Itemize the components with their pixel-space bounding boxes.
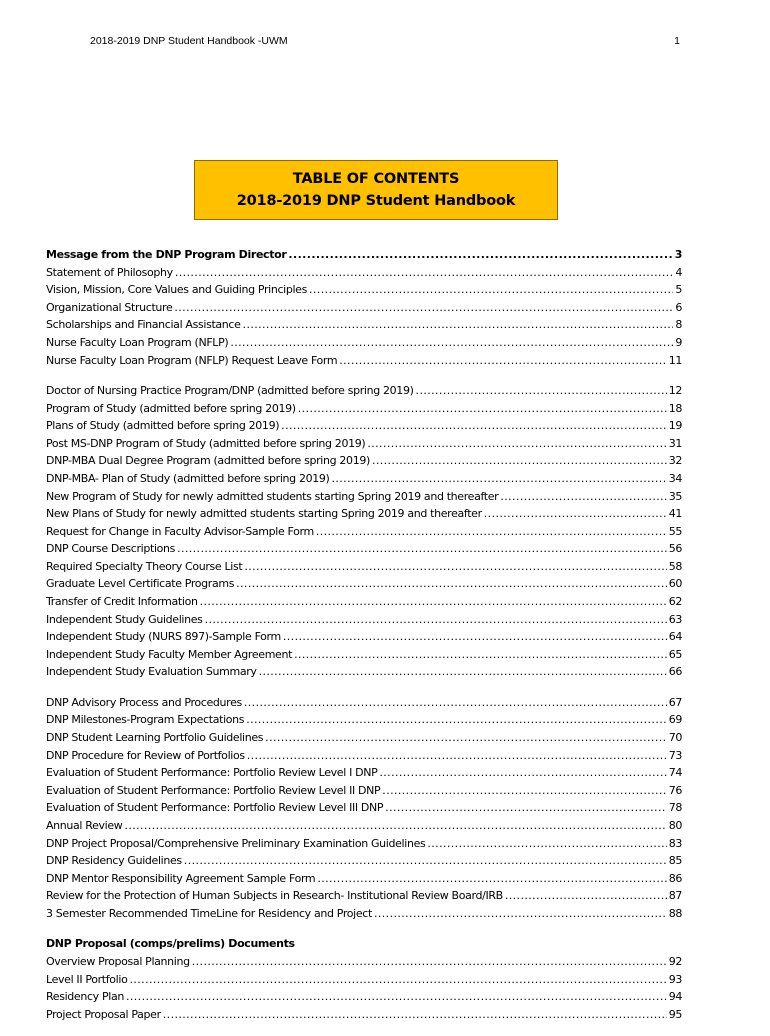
toc-entry-title: Evaluation of Student Performance: Portfolio Review Level II DNP — [46, 783, 381, 797]
toc-entry-page: 31 — [668, 436, 682, 450]
toc-entry-title: Nurse Faculty Loan Program (NFLP) — [46, 335, 229, 349]
toc-dot-leader — [230, 334, 673, 352]
toc-entry-page: 78 — [668, 801, 682, 815]
toc-section — [46, 246, 682, 369]
toc-section-heading: DNP Proposal (comps/prelims) Documents — [46, 937, 295, 951]
toc-dot-leader — [331, 470, 666, 488]
toc-entry-page: 6 — [675, 300, 682, 314]
toc-entry-page: 32 — [668, 454, 682, 468]
toc-entry[interactable] — [46, 316, 682, 334]
toc-entry-page: 67 — [668, 695, 682, 709]
toc-dot-leader — [288, 246, 672, 264]
toc-entry-page: 18 — [668, 401, 682, 415]
toc-entry[interactable] — [46, 971, 682, 989]
toc-entry-title: Message from the DNP Program Director — [46, 248, 287, 261]
toc-dot-leader — [500, 488, 666, 506]
toc-entry[interactable] — [46, 246, 682, 264]
page-header — [90, 35, 680, 47]
toc-section — [46, 694, 682, 923]
toc-entry-title: Independent Study Faculty Member Agreement — [46, 647, 293, 661]
toc-entry-title: Evaluation of Student Performance: Portfolio Review Level III DNP — [46, 801, 384, 815]
toc-entry-page: 56 — [668, 542, 682, 556]
toc-entry[interactable] — [46, 1006, 682, 1024]
toc-entry-page: 83 — [668, 836, 682, 850]
toc-entry-title: DNP Procedure for Review of Portfolios — [46, 748, 245, 762]
toc-subtitle: 2018-2019 DNP Student Handbook — [236, 193, 516, 209]
toc-dot-leader — [309, 281, 673, 299]
toc-entry-title: Independent Study (NURS 897)-Sample Form — [46, 630, 281, 644]
toc-entry[interactable] — [46, 334, 682, 352]
toc-entry-title: Doctor of Nursing Practice Program/DNP (admitted before spring 2019) — [46, 383, 414, 397]
toc-entry-page: 64 — [668, 630, 682, 644]
toc-dot-leader — [281, 417, 667, 435]
toc-entry-title: Review for the Protection of Human Subjects in Research- Institutional Review Board/IRB — [46, 889, 503, 903]
toc-entry-title: Nurse Faculty Loan Program (NFLP) Request Leave Form — [46, 353, 338, 367]
toc-entry-title: DNP-MBA- Plan of Study (admitted before spring 2019) — [46, 471, 330, 485]
toc-entry-page: 70 — [668, 731, 682, 745]
toc-entry[interactable] — [46, 417, 682, 435]
toc-dot-leader — [163, 1006, 667, 1024]
page-number: 1 — [674, 35, 680, 47]
toc-entry[interactable] — [46, 488, 682, 506]
toc-entry-page: 34 — [668, 471, 682, 485]
toc-dot-leader — [244, 558, 666, 576]
toc-entry[interactable] — [46, 799, 682, 817]
toc-entry-title: DNP-MBA Dual Degree Program (admitted before spring 2019) — [46, 454, 370, 468]
toc-dot-leader — [316, 523, 667, 541]
toc-title: TABLE OF CONTENTS — [292, 171, 460, 187]
toc-entry[interactable] — [46, 523, 682, 541]
toc-entry-page: 9 — [675, 335, 682, 349]
toc-dot-leader — [259, 663, 667, 681]
toc-entry-title: Statement of Philosophy — [46, 265, 173, 279]
toc-dot-leader — [294, 646, 667, 664]
toc-entry[interactable] — [46, 988, 682, 1006]
toc-entry[interactable] — [46, 470, 682, 488]
toc-entry[interactable] — [46, 593, 682, 611]
toc-dot-leader — [374, 905, 667, 923]
toc-entry[interactable] — [46, 435, 682, 453]
toc-entry[interactable] — [46, 835, 682, 853]
toc-dot-leader — [236, 575, 667, 593]
toc-dot-leader — [283, 628, 667, 646]
toc-entry-title: Project Proposal Paper — [46, 1007, 161, 1021]
toc-entry-title: Vision, Mission, Core Values and Guiding Principles — [46, 283, 307, 297]
toc-dot-leader — [265, 729, 667, 747]
toc-entry-page: 4 — [675, 265, 682, 279]
toc-dot-leader — [298, 400, 667, 418]
toc-entry-title: Residency Plan — [46, 990, 124, 1004]
toc-dot-leader — [427, 835, 666, 853]
toc-entry[interactable] — [46, 646, 682, 664]
toc-entry-page: 85 — [668, 854, 682, 868]
toc-entry[interactable] — [46, 694, 682, 712]
toc-entry[interactable] — [46, 264, 682, 282]
toc-entry-title: Required Specialty Theory Course List — [46, 559, 243, 573]
toc-entry-page: 93 — [668, 972, 682, 986]
toc-dot-leader — [243, 316, 674, 334]
toc-entry-page: 80 — [668, 819, 682, 832]
toc-section — [46, 935, 682, 1023]
toc-entry[interactable] — [46, 452, 682, 470]
toc-dot-leader — [247, 747, 667, 765]
toc-entry[interactable] — [46, 782, 682, 800]
toc-entry-page: 76 — [668, 783, 682, 797]
toc-entry-page: 69 — [668, 713, 682, 727]
toc-entry-title: Graduate Level Certificate Programs — [46, 577, 235, 591]
toc-entry-title: Level II Portfolio — [46, 972, 128, 986]
toc-entry-page: 74 — [668, 766, 682, 780]
toc-entry-page: 12 — [668, 383, 682, 397]
toc-entry-page: 58 — [668, 559, 682, 573]
toc-dot-leader — [484, 505, 667, 523]
toc-entry-page: 94 — [668, 990, 682, 1004]
toc-entry[interactable] — [46, 729, 682, 747]
toc-dot-leader — [382, 782, 666, 800]
toc-dot-leader — [372, 452, 667, 470]
toc-entry-title: DNP Student Learning Portfolio Guidelines — [46, 731, 264, 745]
toc-entry[interactable] — [46, 575, 682, 593]
toc-entry-page: 60 — [668, 577, 682, 591]
toc-entry-page: 3 — [674, 248, 682, 261]
toc-entry[interactable] — [46, 281, 682, 299]
table-of-contents — [46, 246, 682, 1036]
toc-entry[interactable] — [46, 352, 682, 370]
toc-dot-leader — [416, 382, 667, 400]
toc-entry-title: 3 Semester Recommended TimeLine for Residency and Project — [46, 906, 372, 920]
toc-entry[interactable] — [46, 540, 682, 558]
toc-entry-title: Request for Change in Faculty Advisor-Sample Form — [46, 524, 314, 538]
toc-entry[interactable] — [46, 711, 682, 729]
toc-entry[interactable] — [46, 299, 682, 317]
toc-entry-title: DNP Residency Guidelines — [46, 854, 182, 868]
toc-dot-leader — [317, 870, 666, 888]
toc-dot-leader — [192, 953, 667, 971]
toc-dot-leader — [244, 694, 667, 712]
toc-entry-page: 19 — [668, 419, 682, 433]
toc-dot-leader — [205, 611, 667, 629]
toc-dot-leader — [124, 817, 666, 835]
toc-entry-title: Independent Study Guidelines — [46, 612, 203, 626]
toc-dot-leader — [177, 540, 667, 558]
toc-entry[interactable] — [46, 382, 682, 400]
toc-entry-page: 11 — [668, 353, 682, 367]
toc-dot-leader — [184, 852, 667, 870]
toc-entry-page: 65 — [668, 647, 682, 661]
toc-entry-title: DNP Milestones-Program Expectations — [46, 713, 245, 727]
toc-entry-title: New Program of Study for newly admitted students starting Spring 2019 and thereafter — [46, 489, 499, 503]
toc-entry-title: Program of Study (admitted before spring 2019) — [46, 401, 296, 415]
toc-entry[interactable] — [46, 505, 682, 523]
toc-entry-page: 92 — [668, 954, 682, 968]
toc-entry-title: DNP Project Proposal/Comprehensive Preliminary Examination Guidelines — [46, 836, 426, 850]
toc-entry[interactable] — [46, 887, 682, 905]
toc-entry[interactable] — [46, 764, 682, 782]
toc-entry-title: Evaluation of Student Performance: Portfolio Review Level I DNP — [46, 766, 378, 780]
toc-entry[interactable] — [46, 817, 682, 835]
toc-entry-title: DNP Mentor Responsibility Agreement Sample Form — [46, 871, 316, 885]
toc-dot-leader — [367, 435, 666, 453]
toc-entry[interactable] — [46, 611, 682, 629]
toc-entry[interactable] — [46, 400, 682, 418]
toc-entry[interactable] — [46, 558, 682, 576]
toc-section — [46, 382, 682, 681]
toc-entry-title: Annual Review — [46, 819, 123, 832]
toc-entry[interactable] — [46, 628, 682, 646]
toc-entry-page: 73 — [668, 748, 682, 762]
toc-entry-title: DNP Course Descriptions — [46, 542, 176, 556]
toc-entry-title: Transfer of Credit Information — [46, 595, 198, 609]
toc-entry-page: 55 — [668, 524, 682, 538]
toc-entry-page: 35 — [668, 489, 682, 503]
toc-entry-page: 62 — [668, 595, 682, 609]
toc-dot-leader — [200, 593, 667, 611]
toc-entry[interactable] — [46, 953, 682, 971]
toc-title-box — [194, 160, 558, 220]
toc-dot-leader — [126, 988, 667, 1006]
toc-entry-title: Organizational Structure — [46, 300, 173, 314]
toc-entry-title: Scholarships and Financial Assistance — [46, 318, 241, 332]
toc-entry-title: Overview Proposal Planning — [46, 954, 190, 968]
toc-entry[interactable] — [46, 747, 682, 765]
toc-dot-leader — [246, 711, 667, 729]
toc-dot-leader — [379, 764, 666, 782]
toc-entry-page: 86 — [668, 871, 682, 885]
toc-dot-leader — [385, 799, 667, 817]
toc-entry-title: DNP Advisory Process and Procedures — [46, 695, 242, 709]
toc-entry[interactable] — [46, 905, 682, 923]
toc-entry-title: New Plans of Study for newly admitted students starting Spring 2019 and thereafter — [46, 507, 482, 521]
toc-dot-leader — [174, 299, 673, 317]
toc-entry-title: Plans of Study (admitted before spring 2019) — [46, 419, 280, 433]
toc-entry-title: Post MS-DNP Program of Study (admitted before spring 2019) — [46, 436, 366, 450]
toc-dot-leader — [175, 264, 674, 282]
toc-entry[interactable] — [46, 870, 682, 888]
toc-entry[interactable] — [46, 852, 682, 870]
toc-entry-page: 8 — [675, 318, 682, 332]
toc-entry[interactable] — [46, 663, 682, 681]
toc-entry-page: 87 — [668, 889, 682, 903]
toc-entry-title: Independent Study Evaluation Summary — [46, 665, 257, 679]
toc-entry-page: 63 — [668, 612, 682, 626]
header-title: 2018-2019 DNP Student Handbook -UWM — [90, 35, 288, 47]
toc-dot-leader — [129, 971, 666, 989]
toc-dot-leader — [505, 887, 667, 905]
toc-entry-page: 66 — [668, 665, 682, 679]
toc-entry-page: 5 — [675, 283, 682, 297]
toc-entry-page: 41 — [668, 507, 682, 521]
toc-dot-leader — [339, 352, 666, 370]
toc-entry-page: 95 — [668, 1007, 682, 1021]
toc-entry-page: 88 — [668, 906, 682, 920]
